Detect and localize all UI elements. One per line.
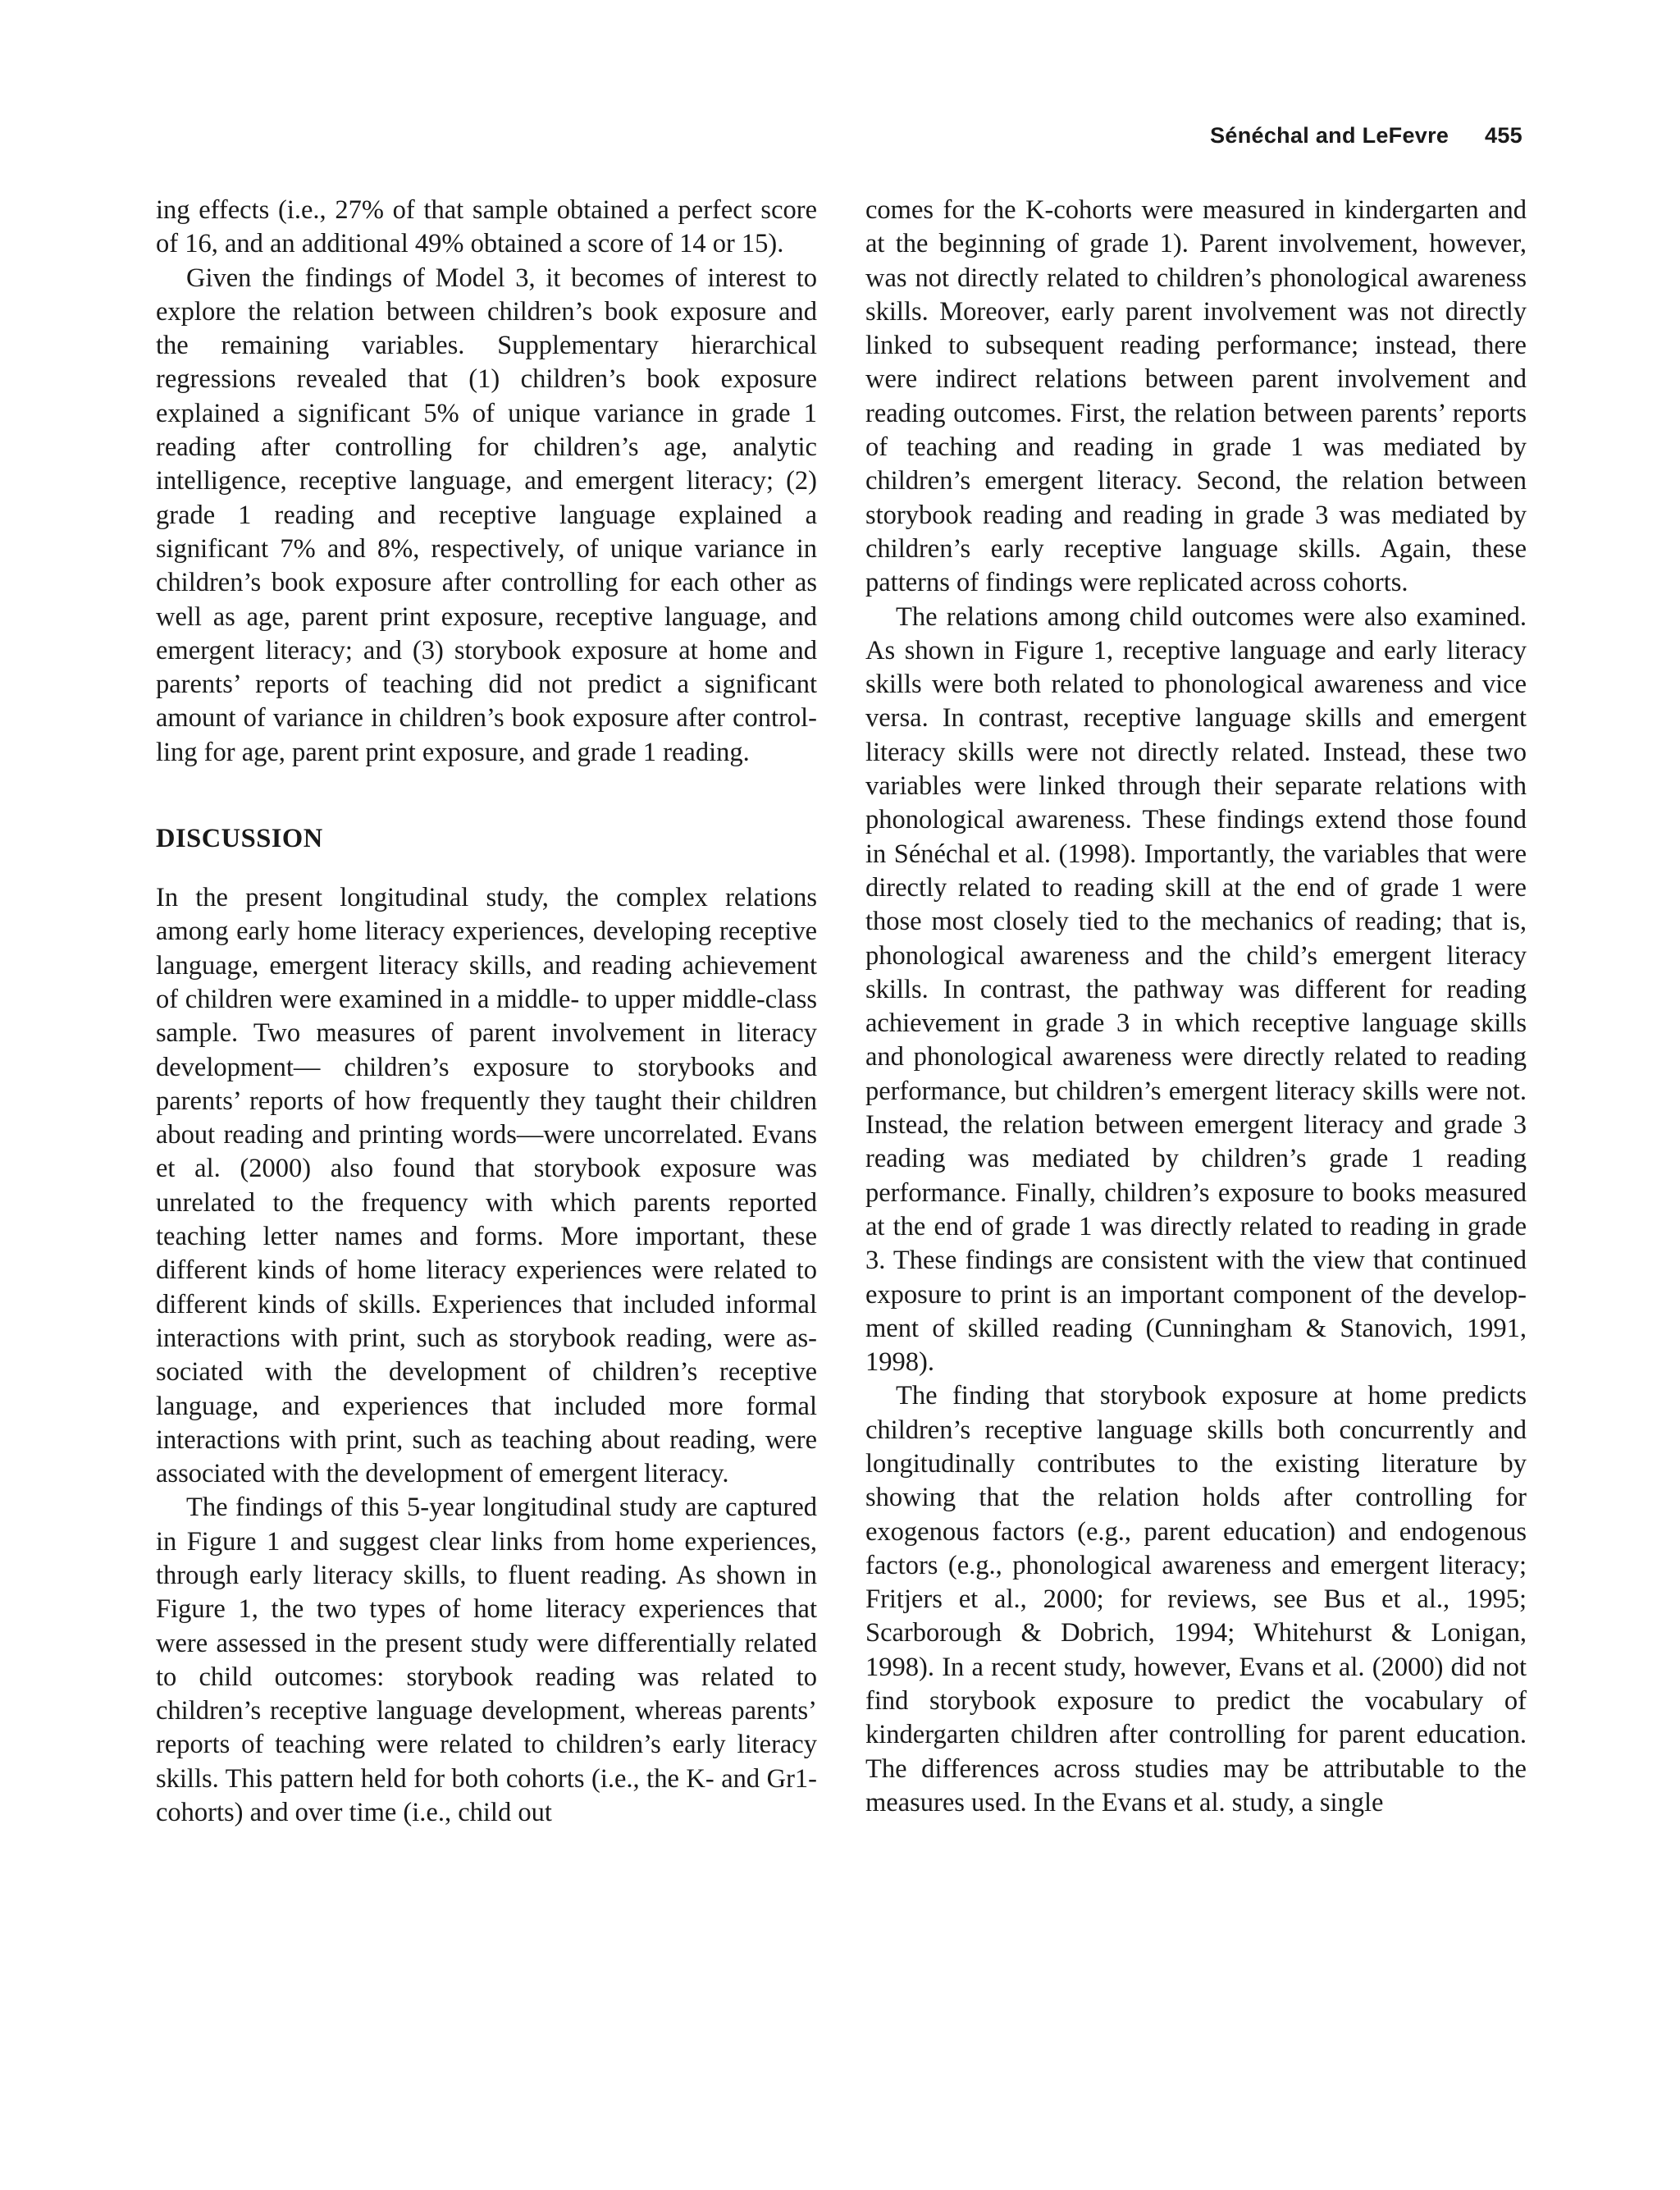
left-column: [156, 194, 817, 1830]
paragraph: The findings of this 5-year longitudinal study are captured in Figure 1 and suggest clear links from home experiences, through early literacy skills, to fluent reading. As shown in Figure 1, the two types of home literacy experiences that were assessed in the present study were differentially related to child outcomes: storybook reading was related to children’s receptive language development, whereas parents’ reports of teaching were related to children’s early literacy skills. This pattern held for both cohorts (i.e., the K- and Gr1-cohorts) and over time (i.e., child out: [156, 1493, 817, 1828]
paragraph: The finding that storybook exposure at home predicts children’s receptive language skills both concurrently and longitudinally contributes to the existing literature by showing that the relation holds after controlling for exogenous factors (e.g., parent education) and endogenous factors (e.g., phonological awareness and emergent literacy; Fritjers et al., 2000; for reviews, see Bus et al., 1995; Scarborough & Dobrich, 1994; Whitehurst & Lonigan, 1998). In a recent study, however, Evans et al. (2000) did not find storybook exposure to predict the vocabulary of kindergarten children after controlling for parent education. The differences across studies may be attributable to the measures used. In the Evans et al. study, a single: [865, 1381, 1527, 1817]
page-number: 455: [1485, 123, 1522, 148]
paragraph: comes for the K-cohorts were measured in kindergarten and at the beginning of grade 1). Parent involvement, however, was not directly related to children’s phonological awareness skills. Moreover, early parent involvement was not directly linked to subsequent reading performance; instead, there were indirect relations between parent involvement and reading outcomes. First, the relation between parents’ reports of teaching and reading in grade 1 was mediated by children’s emergent literacy. Second, the relation between storybook reading and reading in grade 3 was mediated by children’s early receptive language skills. Again, these patterns of findings were replicated across cohorts.: [865, 195, 1527, 598]
paragraph: Given the findings of Model 3, it becomes of interest to explore the relation between children’s book exposure and the remaining variables. Supplementary hierarchical regressions revealed that (1) children’s book exposure explained a significant 5% of unique variance in grade 1 reading after controlling for children’s age, analytic intelligence, receptive language, and emergent literacy; (2) grade 1 reading and receptive language explained a significant 7% and 8%, respectively, of unique variance in children’s book exposure after controlling for each other as well as age, parent print exposure, receptive language, and emergent literacy; and (3) storybook exposure at home and parents’ reports of teaching did not predict a significant amount of variance in children’s book exposure after controlling for age, parent print exposure, and grade 1 reading.: [156, 263, 817, 767]
paragraph: In the present longitudinal study, the complex relations among early home literacy experiences, developing receptive language, emergent literacy skills, and reading achievement of children were examined in a middle- to upper middle-class sample. Two measures of parent involvement in literacy development— children’s exposure to storybooks and parents’ reports of how frequently they taught their children about reading and printing words—were uncorrelated. Evans et al. (2000) also found that storybook exposure was unrelated to the frequency with which parents reported teaching letter names and forms. More important, these different kinds of home literacy experiences were related to different kinds of skills. Experiences that included informal interactions with print, such as storybook reading, were associated with the development of children’s receptive language, and experiences that included more formal interactions with print, such as teaching about reading, were associated with the development of emergent literacy.: [156, 883, 817, 1489]
paragraph: ing effects (i.e., 27% of that sample obtained a perfect score of 16, and an additional 49% obtained a score of 14 or 15).: [156, 195, 817, 259]
right-column: [865, 194, 1527, 1820]
running-head-authors: Sénéchal and LeFevre: [1210, 123, 1449, 148]
paragraph: The relations among child outcomes were also examined. As shown in Figure 1, receptive language and early literacy skills were both related to phonological awareness and vice versa. In contrast, receptive language skills and emergent literacy skills were not directly related. Instead, these two variables were linked through their separate relations with phonological awareness. These findings extend those found in Sénéchal et al. (1998). Importantly, the variables that were directly related to reading skill at the end of grade 1 were those most closely tied to the mechanics of reading; that is, phonological awareness and the child’s emergent literacy skills. In contrast, the pathway was different for reading achievement in grade 3 in which receptive language skills and phonological awareness were directly related to reading performance, but children’s emergent literacy skills were not. Instead, the relation between emergent literacy and grade 3 reading was mediated by children’s grade 1 reading performance. Finally, children’s exposure to books measured at the end of grade 1 was directly related to reading in grade 3. These findings are consistent with the view that continued exposure to print is an important component of the development of skilled reading (Cunningham & Stanovich, 1991, 1998).: [865, 601, 1527, 1378]
running-head: [1210, 123, 1522, 149]
section-heading-discussion: DISCUSSION: [156, 824, 323, 854]
